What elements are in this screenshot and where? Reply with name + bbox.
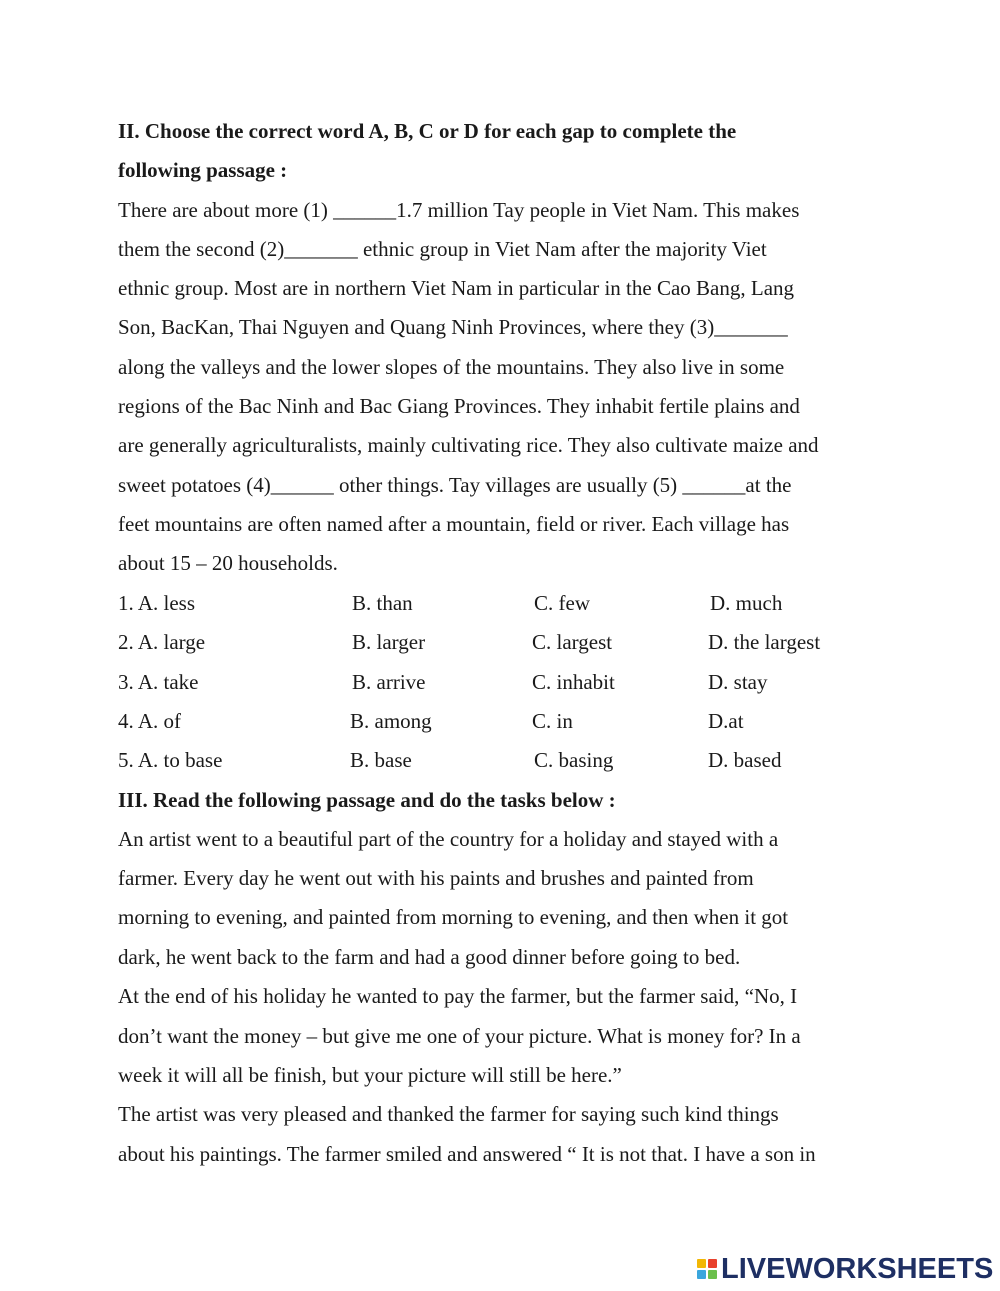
passage-line: week it will all be finish, but your picture will still be here.” (118, 1063, 622, 1087)
option-5b: B. base (350, 748, 412, 772)
option-3a: 3. A. take (118, 670, 199, 694)
logo-square-yellow (697, 1259, 706, 1268)
logo-square-red (708, 1259, 717, 1268)
option-1a: 1. A. less (118, 591, 196, 615)
option-4a: 4. A. of (118, 709, 181, 733)
passage-line: are generally agriculturalists, mainly cultivating rice. They also cultivate maize and (118, 433, 819, 457)
passage-line: Son, BacKan, Thai Nguyen and Quang Ninh Provinces, where they (3)_______ (118, 315, 788, 339)
passage-line: farmer. Every day he went out with his paints and brushes and painted from (118, 866, 754, 890)
option-4c: C. in (532, 709, 573, 733)
passage-line: An artist went to a beautiful part of the country for a holiday and stayed with a (118, 827, 779, 851)
passage-line: At the end of his holiday he wanted to pay the farmer, but the farmer said, “No, I (118, 984, 798, 1008)
passage-line: feet mountains are often named after a mountain, field or river. Each village has (118, 512, 790, 536)
option-5a: 5. A. to base (118, 748, 223, 772)
option-3d: D. stay (708, 670, 768, 694)
logo-square-blue (697, 1270, 706, 1279)
passage-line: sweet potatoes (4)______ other things. Tay villages are usually (5) ______at the (118, 473, 792, 497)
option-4b: B. among (350, 709, 432, 733)
option-2a: 2. A. large (118, 630, 206, 654)
option-3c: C. inhabit (532, 670, 615, 694)
passage-line: There are about more (1) ______1.7 million Tay people in Viet Nam. This makes (118, 198, 800, 222)
passage-line: ethnic group. Most are in northern Viet Nam in particular in the Cao Bang, Lang (118, 276, 795, 300)
passage-line: dark, he went back to the farm and had a good dinner before going to bed. (118, 945, 741, 969)
section2-heading-line1: II. Choose the correct word A, B, C or D for each gap to complete the (118, 119, 737, 143)
option-3b: B. arrive (352, 670, 426, 694)
option-5c: C. basing (534, 748, 614, 772)
passage-line: don’t want the money – but give me one of your picture. What is money for? In a (118, 1024, 801, 1048)
option-2c: C. largest (532, 630, 613, 654)
liveworksheets-logo-text: LIVEWORKSHEETS (721, 1252, 994, 1285)
option-1d: D. much (710, 591, 783, 615)
passage-line: about his paintings. The farmer smiled and answered “ It is not that. I have a son in (118, 1142, 816, 1166)
option-4d: D.at (708, 709, 744, 733)
passage-line: The artist was very pleased and thanked the farmer for saying such kind things (118, 1102, 779, 1126)
logo-square-green (708, 1270, 717, 1279)
passage-line: along the valleys and the lower slopes of the mountains. They also live in some (118, 355, 785, 379)
option-2b: B. larger (352, 630, 426, 654)
section3-heading: III. Read the following passage and do the tasks below : (118, 788, 616, 812)
option-1c: C. few (534, 591, 590, 615)
liveworksheets-logo (697, 1254, 993, 1284)
option-5d: D. based (708, 748, 782, 772)
passage-line: regions of the Bac Ninh and Bac Giang Provinces. They inhabit fertile plains and (118, 394, 800, 418)
passage-line: about 15 – 20 households. (118, 551, 338, 575)
passage-line: them the second (2)_______ ethnic group in Viet Nam after the majority Viet (118, 237, 767, 261)
option-2d: D. the largest (708, 630, 821, 654)
option-1b: B. than (352, 591, 413, 615)
section2-heading-line2: following passage : (118, 158, 288, 182)
liveworksheets-logo-icon (697, 1259, 717, 1279)
passage-line: morning to evening, and painted from morning to evening, and then when it got (118, 905, 789, 929)
